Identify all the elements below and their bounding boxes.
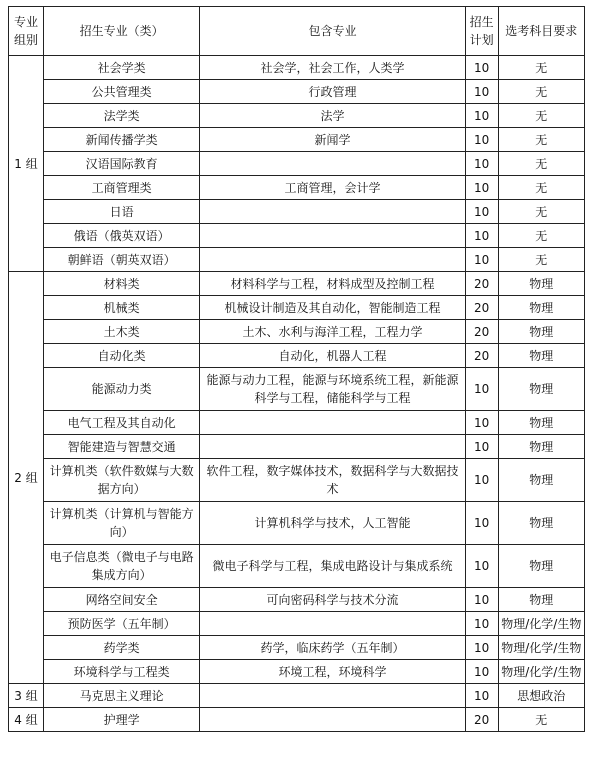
header-group: 专业组别 <box>9 7 44 56</box>
table-row <box>9 545 585 588</box>
plan-cell: 10 <box>465 200 498 224</box>
subject-cell: 物理 <box>498 459 584 502</box>
major-cell: 新闻传播学类 <box>43 128 199 152</box>
table-row <box>9 459 585 502</box>
major-cell: 机械类 <box>43 296 199 320</box>
table-row <box>9 660 585 684</box>
header-subject: 选考科目要求 <box>498 7 584 56</box>
subject-cell: 无 <box>498 224 584 248</box>
includes-cell: 可向密码科学与技术分流 <box>200 588 465 612</box>
major-cell: 预防医学（五年制） <box>43 612 199 636</box>
major-cell: 电气工程及其自动化 <box>43 411 199 435</box>
table-row <box>9 56 585 80</box>
subject-cell: 物理 <box>498 272 584 296</box>
includes-cell: 行政管理 <box>200 80 465 104</box>
table-row <box>9 411 585 435</box>
plan-cell: 20 <box>465 296 498 320</box>
includes-cell: 机械设计制造及其自动化，智能制造工程 <box>200 296 465 320</box>
subject-cell: 物理/化学/生物 <box>498 660 584 684</box>
plan-cell: 10 <box>465 128 498 152</box>
header-major: 招生专业（类） <box>43 7 199 56</box>
major-cell: 工商管理类 <box>43 176 199 200</box>
plan-cell: 10 <box>465 152 498 176</box>
plan-cell: 10 <box>465 459 498 502</box>
major-cell: 日语 <box>43 200 199 224</box>
includes-cell: 材料科学与工程，材料成型及控制工程 <box>200 272 465 296</box>
subject-cell: 物理 <box>498 320 584 344</box>
table-row <box>9 636 585 660</box>
subject-cell: 物理 <box>498 435 584 459</box>
header-includes: 包含专业 <box>200 7 465 56</box>
major-cell: 自动化类 <box>43 344 199 368</box>
plan-cell: 10 <box>465 176 498 200</box>
includes-cell: 能源与动力工程，能源与环境系统工程，新能源科学与工程，储能科学与工程 <box>200 368 465 411</box>
plan-cell: 20 <box>465 320 498 344</box>
plan-cell: 10 <box>465 684 498 708</box>
includes-cell: 微电子科学与工程，集成电路设计与集成系统 <box>200 545 465 588</box>
includes-cell <box>200 152 465 176</box>
includes-cell: 工商管理，会计学 <box>200 176 465 200</box>
table-row <box>9 152 585 176</box>
major-cell: 俄语（俄英双语） <box>43 224 199 248</box>
subject-cell: 物理 <box>498 411 584 435</box>
includes-cell <box>200 684 465 708</box>
includes-cell <box>200 224 465 248</box>
group-label: 2 组 <box>9 272 44 684</box>
includes-cell: 环境工程，环境科学 <box>200 660 465 684</box>
plan-cell: 10 <box>465 588 498 612</box>
group-label: 4 组 <box>9 708 44 732</box>
subject-cell: 物理/化学/生物 <box>498 612 584 636</box>
subject-cell: 物理/化学/生物 <box>498 636 584 660</box>
major-cell: 护理学 <box>43 708 199 732</box>
subject-cell: 无 <box>498 104 584 128</box>
plan-cell: 10 <box>465 636 498 660</box>
subject-cell: 无 <box>498 708 584 732</box>
subject-cell: 无 <box>498 56 584 80</box>
major-cell: 社会学类 <box>43 56 199 80</box>
subject-cell: 物理 <box>498 588 584 612</box>
header-row <box>9 7 585 56</box>
includes-cell <box>200 200 465 224</box>
table-row <box>9 224 585 248</box>
table-row <box>9 588 585 612</box>
major-cell: 朝鲜语（朝英双语） <box>43 248 199 272</box>
plan-cell: 10 <box>465 435 498 459</box>
subject-cell: 无 <box>498 200 584 224</box>
plan-cell: 20 <box>465 272 498 296</box>
includes-cell <box>200 612 465 636</box>
plan-cell: 10 <box>465 411 498 435</box>
subject-cell: 思想政治 <box>498 684 584 708</box>
subject-cell: 无 <box>498 80 584 104</box>
group-label: 3 组 <box>9 684 44 708</box>
table-row <box>9 435 585 459</box>
includes-cell: 新闻学 <box>200 128 465 152</box>
major-cell: 药学类 <box>43 636 199 660</box>
includes-cell: 法学 <box>200 104 465 128</box>
major-cell: 网络空间安全 <box>43 588 199 612</box>
table-row <box>9 344 585 368</box>
includes-cell: 社会学，社会工作，人类学 <box>200 56 465 80</box>
plan-cell: 10 <box>465 612 498 636</box>
table-row <box>9 612 585 636</box>
major-cell: 公共管理类 <box>43 80 199 104</box>
includes-cell: 计算机科学与技术，人工智能 <box>200 502 465 545</box>
subject-cell: 无 <box>498 248 584 272</box>
subject-cell: 物理 <box>498 344 584 368</box>
subject-cell: 物理 <box>498 502 584 545</box>
table-row <box>9 502 585 545</box>
table-row <box>9 684 585 708</box>
table-row <box>9 320 585 344</box>
subject-cell: 物理 <box>498 368 584 411</box>
major-cell: 汉语国际教育 <box>43 152 199 176</box>
table-row <box>9 296 585 320</box>
group-label: 1 组 <box>9 56 44 272</box>
table-row <box>9 176 585 200</box>
table-row <box>9 248 585 272</box>
plan-cell: 10 <box>465 56 498 80</box>
subject-cell: 物理 <box>498 545 584 588</box>
header-plan: 招生计划 <box>465 7 498 56</box>
plan-cell: 10 <box>465 248 498 272</box>
plan-cell: 10 <box>465 660 498 684</box>
plan-cell: 10 <box>465 502 498 545</box>
plan-cell: 10 <box>465 104 498 128</box>
major-cell: 计算机类（计算机与智能方向） <box>43 502 199 545</box>
plan-cell: 10 <box>465 80 498 104</box>
plan-cell: 10 <box>465 545 498 588</box>
plan-cell: 20 <box>465 344 498 368</box>
subject-cell: 物理 <box>498 296 584 320</box>
table-row <box>9 272 585 296</box>
includes-cell <box>200 435 465 459</box>
subject-cell: 无 <box>498 128 584 152</box>
includes-cell: 自动化，机器人工程 <box>200 344 465 368</box>
major-cell: 能源动力类 <box>43 368 199 411</box>
major-cell: 法学类 <box>43 104 199 128</box>
includes-cell <box>200 248 465 272</box>
table-row <box>9 368 585 411</box>
includes-cell: 土木、水利与海洋工程，工程力学 <box>200 320 465 344</box>
includes-cell: 软件工程，数字媒体技术，数据科学与大数据技术 <box>200 459 465 502</box>
table-row <box>9 80 585 104</box>
subject-cell: 无 <box>498 152 584 176</box>
major-cell: 计算机类（软件数媒与大数据方向） <box>43 459 199 502</box>
major-cell: 马克思主义理论 <box>43 684 199 708</box>
table-row <box>9 128 585 152</box>
plan-cell: 20 <box>465 708 498 732</box>
plan-cell: 10 <box>465 368 498 411</box>
major-cell: 土木类 <box>43 320 199 344</box>
major-cell: 智能建造与智慧交通 <box>43 435 199 459</box>
subject-cell: 无 <box>498 176 584 200</box>
table-row <box>9 104 585 128</box>
includes-cell <box>200 708 465 732</box>
plan-cell: 10 <box>465 224 498 248</box>
major-cell: 环境科学与工程类 <box>43 660 199 684</box>
includes-cell <box>200 411 465 435</box>
major-cell: 材料类 <box>43 272 199 296</box>
major-cell: 电子信息类（微电子与电路集成方向） <box>43 545 199 588</box>
table-row <box>9 200 585 224</box>
table-row <box>9 708 585 732</box>
admission-plan-table <box>8 6 585 732</box>
includes-cell: 药学，临床药学（五年制） <box>200 636 465 660</box>
